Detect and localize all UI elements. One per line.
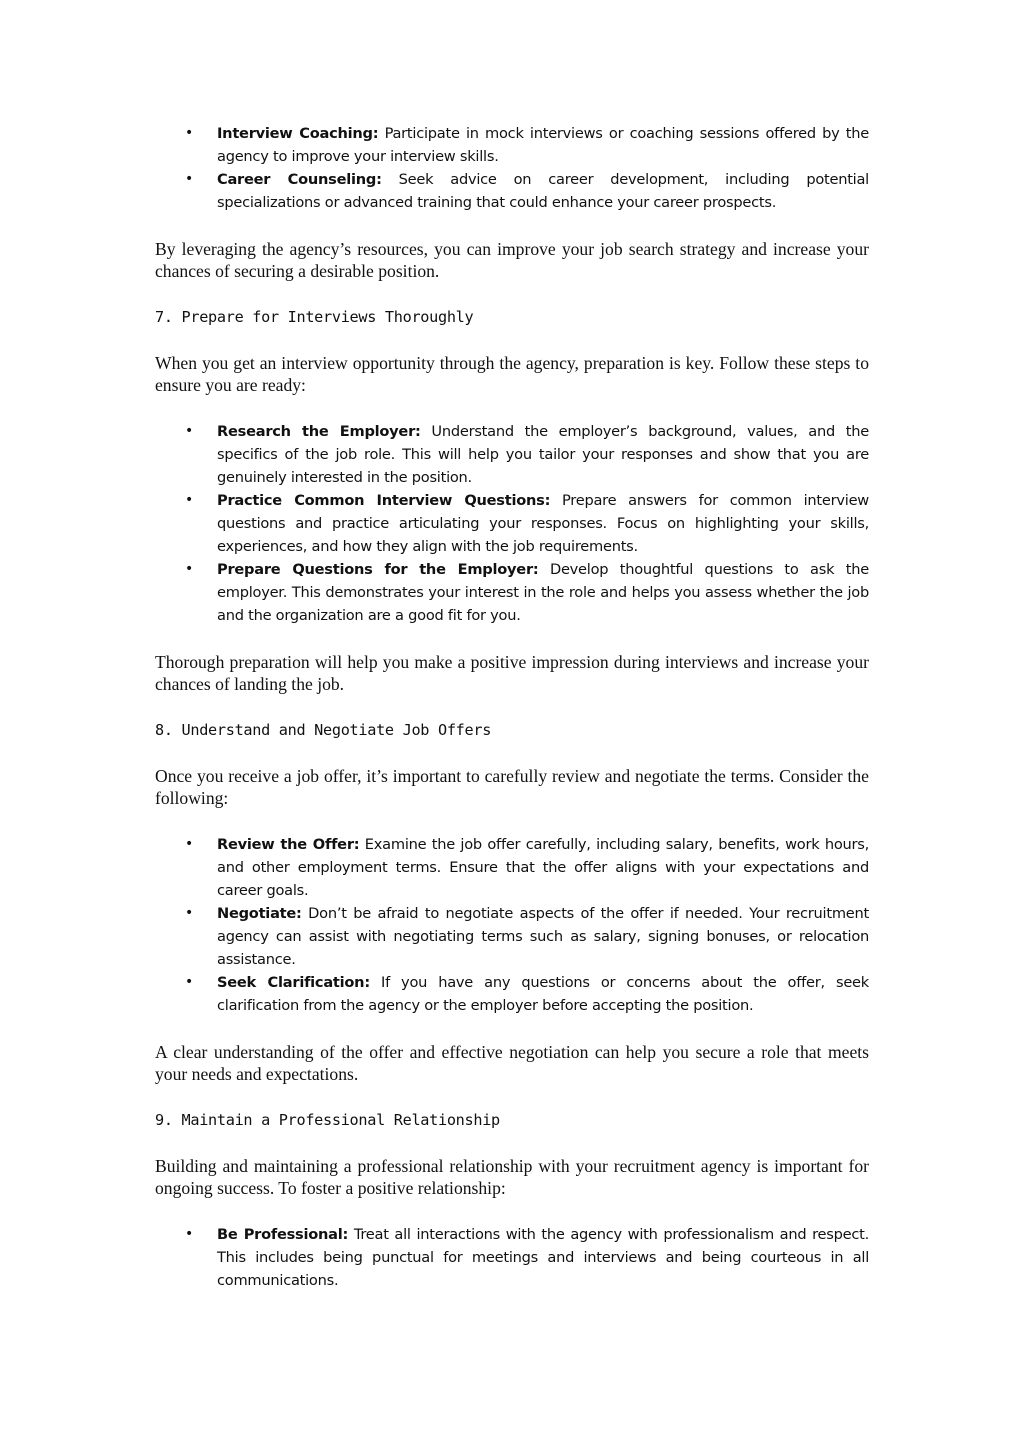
document-page <box>155 122 869 1292</box>
section-heading: 7. Prepare for Interviews Thoroughly <box>155 308 474 326</box>
relationship-bullet-list <box>155 1223 869 1292</box>
section-intro-paragraph: Once you receive a job offer, it’s important to carefully review and negotiate the terms. Consider the following: <box>155 766 869 808</box>
bullet-text: Develop thoughtful questions to ask the employer. This demonstrates your interest in the role and helps you assess whether the job and the organization are a good fit for you. <box>217 561 869 624</box>
bullet-icon: • <box>185 171 194 187</box>
bullet-icon: • <box>185 836 194 852</box>
section-summary-paragraph: Thorough preparation will help you make a positive impression during interviews and increase your chances of landing the job. <box>155 652 869 694</box>
bullet-term: Seek Clarification: <box>217 974 370 991</box>
list-item <box>155 833 869 902</box>
section-intro-paragraph: When you get an interview opportunity through the agency, preparation is key. Follow these steps to ensure you are ready: <box>155 353 869 395</box>
bullet-term: Review the Offer: <box>217 836 360 853</box>
bullet-term: Prepare Questions for the Employer: <box>217 561 539 578</box>
resource-bullet-list <box>155 122 869 214</box>
section-intro-paragraph: Building and maintaining a professional relationship with your recruitment agency is important for ongoing success. To foster a positive relationship: <box>155 1156 869 1198</box>
bullet-term: Career Counseling: <box>217 171 382 188</box>
bullet-text: Examine the job offer carefully, including salary, benefits, work hours, and other employment terms. Ensure that the offer aligns with your expectations and career goals. <box>217 836 870 899</box>
bullet-icon: • <box>185 1226 194 1242</box>
list-item <box>155 902 869 971</box>
bullet-term: Negotiate: <box>217 905 302 922</box>
bullet-term: Interview Coaching: <box>217 125 379 142</box>
bullet-text: Prepare answers for common interview questions and practice articulating your responses. Focus on highlighting your skills, experiences, and how they align with the job requirements. <box>217 492 869 555</box>
section-heading: 9. Maintain a Professional Relationship <box>155 1111 500 1129</box>
bullet-icon: • <box>185 423 194 439</box>
bullet-text: Participate in mock interviews or coaching sessions offered by the agency to improve your interview skills. <box>217 125 870 165</box>
bullet-text: Don’t be afraid to negotiate aspects of the offer if needed. Your recruitment agency can assist with negotiating terms such as salary, signing bonuses, or relocation assistance. <box>217 905 869 968</box>
bullet-text: Treat all interactions with the agency with professionalism and respect. This includes being punctual for meetings and interviews and being courteous in all communications. <box>217 1226 869 1289</box>
bullet-icon: • <box>185 905 194 921</box>
bullet-icon: • <box>185 561 194 577</box>
section-heading: 8. Understand and Negotiate Job Offers <box>155 721 492 739</box>
list-item <box>155 168 869 214</box>
list-item <box>155 122 869 168</box>
bullet-term: Practice Common Interview Questions: <box>217 492 551 509</box>
list-item <box>155 420 869 489</box>
interview-prep-bullet-list <box>155 420 869 627</box>
resources-summary-paragraph: By leveraging the agency’s resources, you can improve your job search strategy and increase your chances of securing a desirable position. <box>155 239 869 281</box>
bullet-icon: • <box>185 492 194 508</box>
section-summary-paragraph: A clear understanding of the offer and effective negotiation can help you secure a role that meets your needs and expectations. <box>155 1042 869 1084</box>
list-item <box>155 971 869 1017</box>
bullet-term: Be Professional: <box>217 1226 349 1243</box>
bullet-text: If you have any questions or concerns about the offer, seek clarification from the agency or the employer before accepting the position. <box>217 974 869 1014</box>
bullet-text: Seek advice on career development, including potential specializations or advanced training that could enhance your career prospects. <box>217 171 869 211</box>
list-item <box>155 558 869 627</box>
bullet-icon: • <box>185 125 194 141</box>
bullet-text: Understand the employer’s background, values, and the specifics of the job role. This will help you tailor your responses and show that you are genuinely interested in the position. <box>217 423 869 486</box>
list-item <box>155 489 869 558</box>
job-offer-bullet-list <box>155 833 869 1017</box>
bullet-term: Research the Employer: <box>217 423 421 440</box>
list-item <box>155 1223 869 1292</box>
bullet-icon: • <box>185 974 194 990</box>
